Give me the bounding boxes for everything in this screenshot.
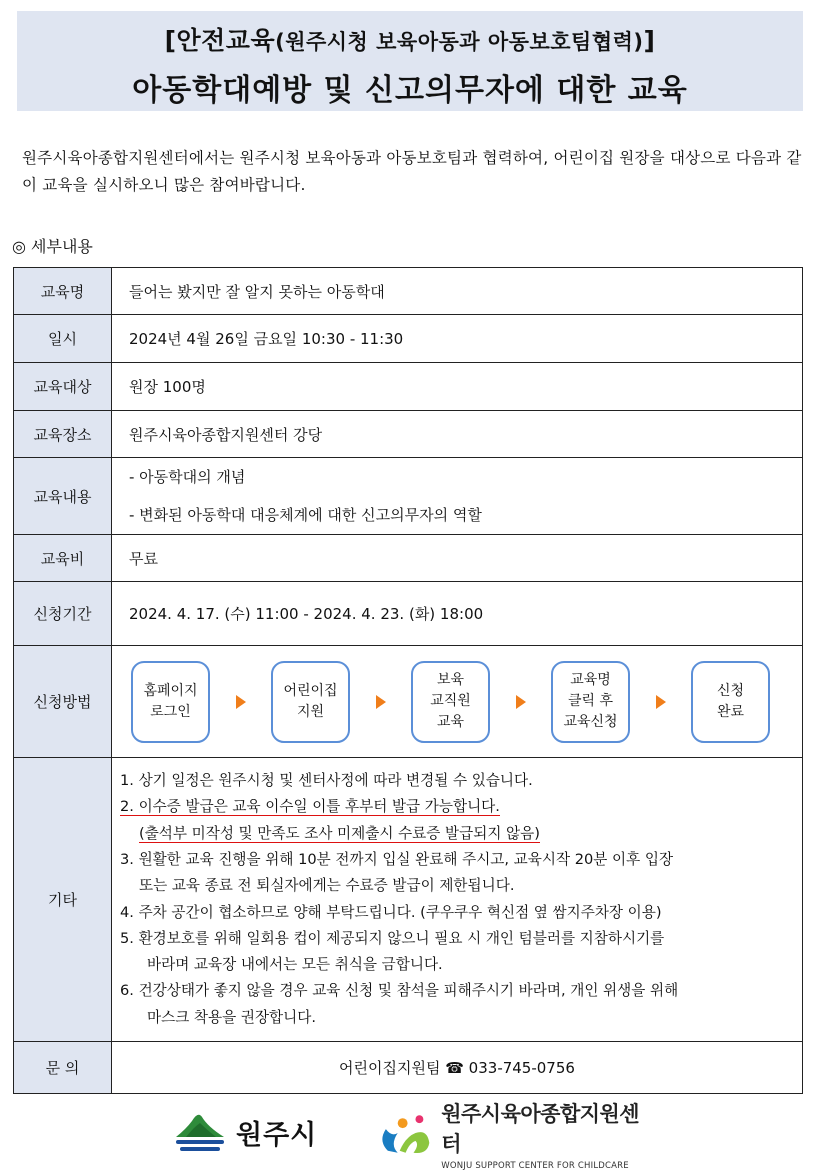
page-title: 아동학대예방 및 신고의무자에 대한 교육 [132,73,688,108]
content-line: - 아동학대의 개념 [129,468,246,486]
step-text: 홈페이지 [143,682,198,699]
note-highlight: (출석부 미작성 및 만족도 조사 미제출시 수료증 발급되지 않음) [139,824,540,842]
note-item: 1. 상기 일정은 원주시청 및 센터사정에 따라 변경될 수 있습니다. [120,772,533,790]
step-text: 신청 [716,682,745,699]
arrow-right-icon [656,695,666,709]
note-item: 4. 주차 공간이 협소하므로 양해 부탁드립니다. (쿠우쿠우 혁신점 옆 쌈지주차장 이용) [120,903,662,921]
title-bracket: ] [643,26,656,55]
step-text: 로그인 [150,703,191,720]
note-item: 바라며 교육장 내에서는 모든 취식을 금합니다. [147,956,443,974]
center-name-ko: 원주시육아종합지원센터 [441,1101,640,1156]
row-value-place: 원주시육아종합지원센터 강당 [112,411,803,458]
row-value-date: 2024년 4월 26일 금요일 10:30 - 11:30 [112,315,803,363]
step-staff-education [411,661,490,743]
row-label-contact: 문 의 [14,1042,112,1094]
table-row [14,758,803,1042]
note-item: 3. 원활한 교육 진행을 위해 10분 전까지 입실 완료해 주시고, 교육시작 20분 이후 입장 [120,850,674,868]
note-item: 5. 환경보호를 위해 일회용 컵이 제공되지 않으니 필요 시 개인 텀블러를 지참하시기를 [120,929,665,947]
step-click-apply [551,661,630,743]
step-text: 교육 [436,714,465,730]
step-daycare-support [271,661,350,743]
row-label-method: 신청방법 [14,646,112,758]
title-sub: (원주시청 보육아동과 아동보호팀협력) [275,30,644,54]
arrow-right-icon [376,695,386,709]
arrow-right-icon [236,695,246,709]
step-text: 교육명 [570,672,611,688]
row-label-etc: 기타 [14,758,112,1042]
content-line: - 변화된 아동학대 대응체계에 대한 신고의무자의 역할 [129,506,482,524]
row-value-method [112,646,803,758]
row-label-period: 신청기간 [14,582,112,646]
row-label-date: 일시 [14,315,112,363]
row-value-name: 들어는 봤지만 잘 알지 못하는 아동학대 [112,268,803,315]
step-login [131,661,210,743]
step-text: 교육신청 [563,714,618,730]
note-item [120,821,796,847]
intro-text: 원주시육아종합지원센터에서는 원주시청 보육아동과 아동보호팀과 협력하여, 어린이집 원장을 대상으로 다음과 같이 교육을 실시하오니 많은 참여바랍니다. [22,149,802,194]
row-value-period: 2024. 4. 17. (수) 11:00 - 2024. 4. 23. (화) 18:00 [112,582,803,646]
step-text: 보육 [436,672,465,688]
step-text: 지원 [296,703,325,720]
title-banner [17,11,803,111]
application-steps [129,661,802,743]
row-value-content [112,458,803,535]
row-label-content: 교육내용 [14,458,112,535]
table-row [14,363,803,411]
row-label-target: 교육대상 [14,363,112,411]
details-table [13,267,803,1094]
row-label-place: 교육장소 [14,411,112,458]
childcare-center-logo-icon [376,1107,433,1161]
note-highlight: 2. 이수증 발급은 교육 이수일 이틀 후부터 발급 가능합니다. [120,798,500,816]
step-text: 어린이집 [283,682,338,699]
note-item: 마스크 착용을 권장합니다. [147,1008,316,1026]
step-complete [691,661,770,743]
center-name-en: WONJU SUPPORT CENTER FOR CHILDCARE [441,1160,629,1171]
note-item [120,794,796,820]
step-text: 교직원 [430,693,471,709]
table-row [14,646,803,758]
row-value-etc [112,758,803,1042]
wonju-city-logo [172,1098,322,1166]
table-row [14,411,803,458]
step-text: 완료 [716,703,745,720]
table-row [14,1042,803,1094]
note-item: 6. 건강상태가 좋지 않을 경우 교육 신청 및 참석을 피해주시기 바라며, 개인 위생을 위해 [120,982,679,1000]
title-main: [안전교육 [164,26,276,55]
row-value-contact: 어린이집지원팀 ☎ 033-745-0756 [112,1042,803,1094]
section-label: ◎ 세부내용 [12,237,93,256]
title-line1 [17,21,803,57]
row-value-fee: 무료 [112,535,803,582]
step-text: 클릭 후 [567,693,613,709]
table-row [14,535,803,582]
row-value-target: 원장 100명 [112,363,803,411]
row-label-name: 교육명 [14,268,112,315]
table-row [14,582,803,646]
arrow-right-icon [516,695,526,709]
table-row [14,268,803,315]
mountain-logo-icon [172,1107,228,1157]
support-center-logo [376,1101,656,1171]
table-row [14,458,803,535]
table-row [14,315,803,363]
row-label-fee: 교육비 [14,535,112,582]
note-item: 또는 교육 종료 전 퇴실자에게는 수료증 발급이 제한됩니다. [139,877,515,895]
logo-text: 원주시 [236,1119,318,1151]
